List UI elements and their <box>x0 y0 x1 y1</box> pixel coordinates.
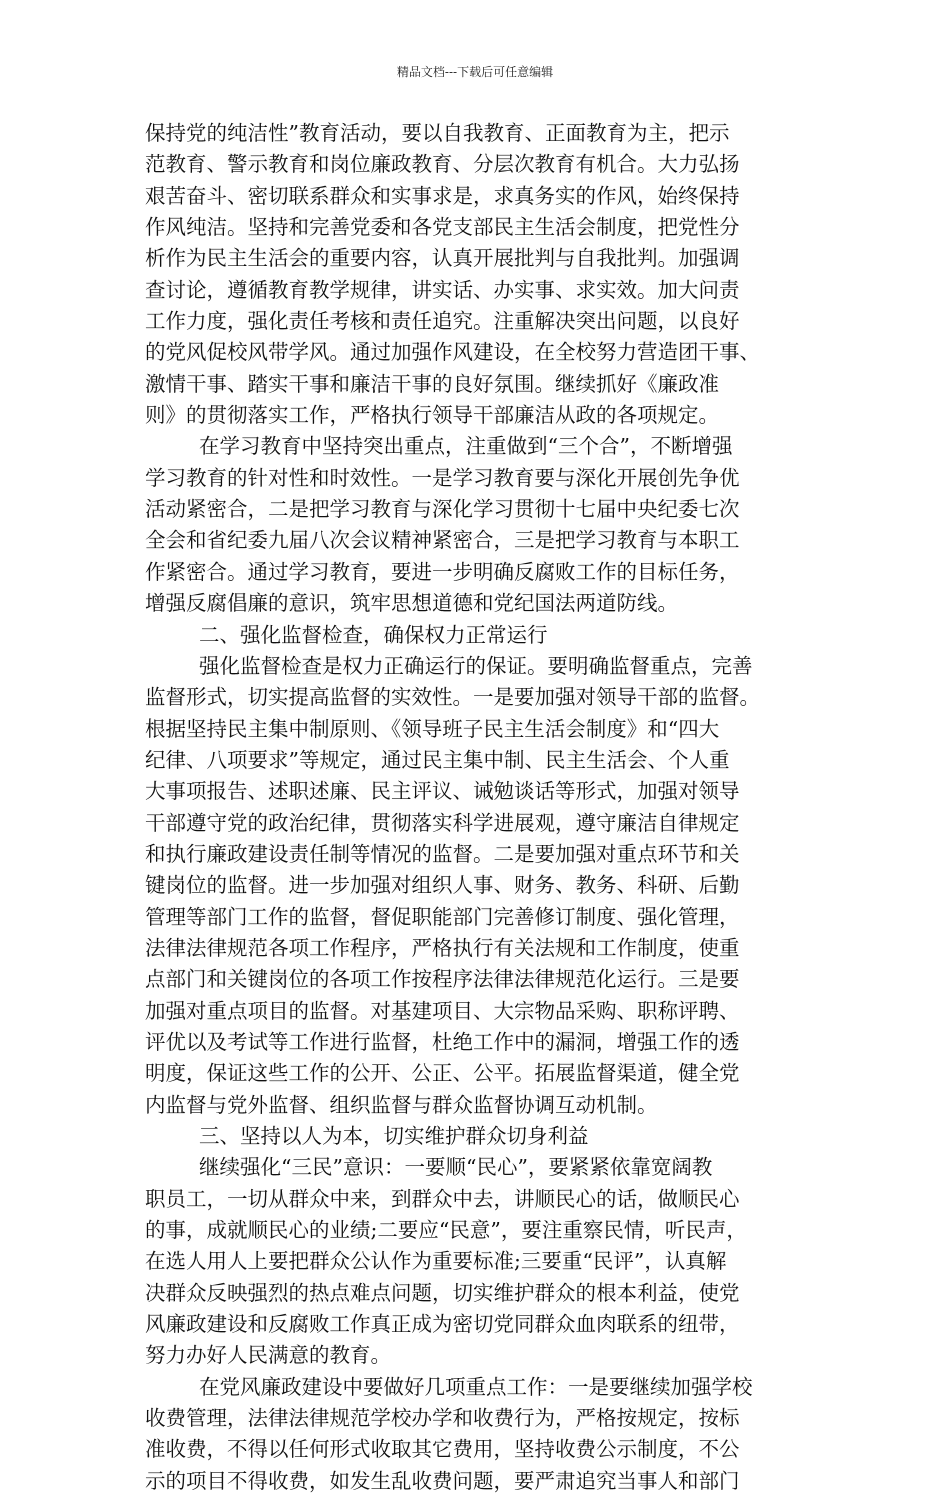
text-line: 点部门和关键岗位的各项工作按程序法律法律规范化运行。三是要 <box>145 967 740 992</box>
text-line: 增强反腐倡廉的意识，筑牢思想道德和党纪国法两道防线。 <box>145 591 678 616</box>
text-line: 范教育、警示教育和岗位廉政教育、分层次教育有机合。大力弘扬 <box>145 152 740 177</box>
text-line: 强化监督检查是权力正确运行的保证。要明确监督重点，完善 <box>199 653 753 678</box>
text-line: 学习教育的针对性和时效性。一是学习教育要与深化开展创先争优 <box>145 465 740 490</box>
text-line: 大事项报告、述职述廉、民主评议、诫勉谈话等形式，加强对领导 <box>145 779 740 804</box>
text-line: 保持党的纯洁性”教育活动，要以自我教育、正面教育为主，把示 <box>145 121 730 145</box>
text-line: 活动紧密合，二是把学习教育与深化学习贯彻十七届中央纪委七次 <box>145 497 740 522</box>
text-line: 内监督与党外监督、组织监督与群众监督协调互动机制。 <box>145 1092 658 1117</box>
text-line: 作风纯洁。坚持和完善党委和各党支部民主生活会制度，把党性分 <box>145 215 740 240</box>
paragraph <box>145 1372 815 1497</box>
text-line: 二、强化监督检查，确保权力正常运行 <box>199 622 548 647</box>
text-line: 评优以及考试等工作进行监督，杜绝工作中的漏洞，增强工作的透 <box>145 1029 740 1054</box>
text-line: 示的项目不得收费，如发生乱收费问题，要严肃追究当事人和部门 <box>145 1468 740 1493</box>
text-line: 职员工，一切从群众中来，到群众中去，讲顺民心的话，做顺民心 <box>145 1186 740 1211</box>
text-line: 析作为民主生活会的重要内容，认真开展批判与自我批判。加强调 <box>145 246 740 271</box>
text-line: 三、坚持以人为本，切实维护群众切身利益 <box>199 1124 589 1148</box>
text-line: 在选人用人上要把群众公认作为重要标准;三要重“民评”，认真解 <box>145 1249 727 1274</box>
text-line: 作紧密合。通过学习教育，要进一步明确反腐败工作的目标任务， <box>145 559 740 584</box>
page-header: 精品文档---下载后可任意编辑 <box>396 65 554 79</box>
text-line: 的事，成就顺民心的业绩;二要应“民意”，要注重察民情，听民声， <box>145 1218 747 1243</box>
text-line: 明度，保证这些工作的公开、公正、公平。拓展监督渠道，健全党 <box>145 1061 740 1086</box>
text-line: 查讨论，遵循教育教学规律，讲实话、办实事、求实效。加大问责 <box>145 277 740 302</box>
text-line: 法律法律规范各项工作程序，严格执行有关法规和工作制度，使重 <box>145 935 740 960</box>
text-line: 键岗位的监督。进一步加强对组织人事、财务、教务、科研、后勤 <box>145 873 740 898</box>
paragraph <box>145 620 815 651</box>
text-line: 和执行廉政建设责任制等情况的监督。二是要加强对重点环节和关 <box>145 841 740 866</box>
paragraph <box>145 651 815 1121</box>
text-line: 收费管理，法律法律规范学校办学和收费行为，严格按规定，按标 <box>145 1406 740 1431</box>
text-line: 工作力度，强化责任考核和责任追究。注重解决突出问题，以良好 <box>145 309 740 334</box>
text-line: 风廉政建设和反腐败工作真正成为密切党同群众血肉联系的纽带， <box>145 1312 740 1337</box>
paragraph <box>145 118 815 431</box>
text-line: 在学习教育中坚持突出重点，注重做到“三个合”，不断增强 <box>199 434 733 459</box>
text-line: 准收费，不得以任何形式收取其它费用，坚持收费公示制度，不公 <box>145 1437 740 1462</box>
text-line: 艰苦奋斗、密切联系群众和实事求是，求真务实的作风，始终保持 <box>145 183 740 208</box>
paragraph <box>145 1152 815 1371</box>
text-line: 全会和省纪委九届八次会议精神紧密合，三是把学习教育与本职工 <box>145 528 740 553</box>
text-line: 根据坚持民主集中制原则、《领导班子民主生活会制度》和“四大 <box>145 716 720 741</box>
text-line: 管理等部门工作的监督，督促职能部门完善修订制度、强化管理， <box>145 904 740 929</box>
text-line: 决群众反映强烈的热点难点问题，切实维护群众的根本利益，使党 <box>145 1280 740 1305</box>
text-line: 干部遵守党的政治纪律，贯彻落实科学进展观，遵守廉洁自律规定 <box>145 810 740 835</box>
text-line: 激情干事、踏实干事和廉洁干事的良好氛围。继续抓好《廉政准 <box>145 371 719 396</box>
text-line: 的党风促校风带学风。通过加强作风建设，在全校努力营造团干事、 <box>145 340 760 365</box>
document-body <box>145 118 815 1497</box>
text-line: 加强对重点项目的监督。对基建项目、大宗物品采购、职称评聘、 <box>145 998 740 1023</box>
text-line: 则》的贯彻落实工作，严格执行领导干部廉洁从政的各项规定。 <box>145 403 719 428</box>
text-line: 监督形式，切实提高监督的实效性。一是要加强对领导干部的监督。 <box>145 685 760 710</box>
text-line: 继续强化“三民”意识：一要顺“民心”，要紧紧依靠宽阔教 <box>199 1155 713 1180</box>
text-line: 纪律、八项要求”等规定，通过民主集中制、民主生活会、个人重 <box>145 747 730 772</box>
paragraph <box>145 431 815 619</box>
text-line: 努力办好人民满意的教育。 <box>145 1343 391 1368</box>
text-line: 在党风廉政建设中要做好几项重点工作：一是要继续加强学校 <box>199 1374 753 1399</box>
paragraph <box>145 1121 815 1152</box>
